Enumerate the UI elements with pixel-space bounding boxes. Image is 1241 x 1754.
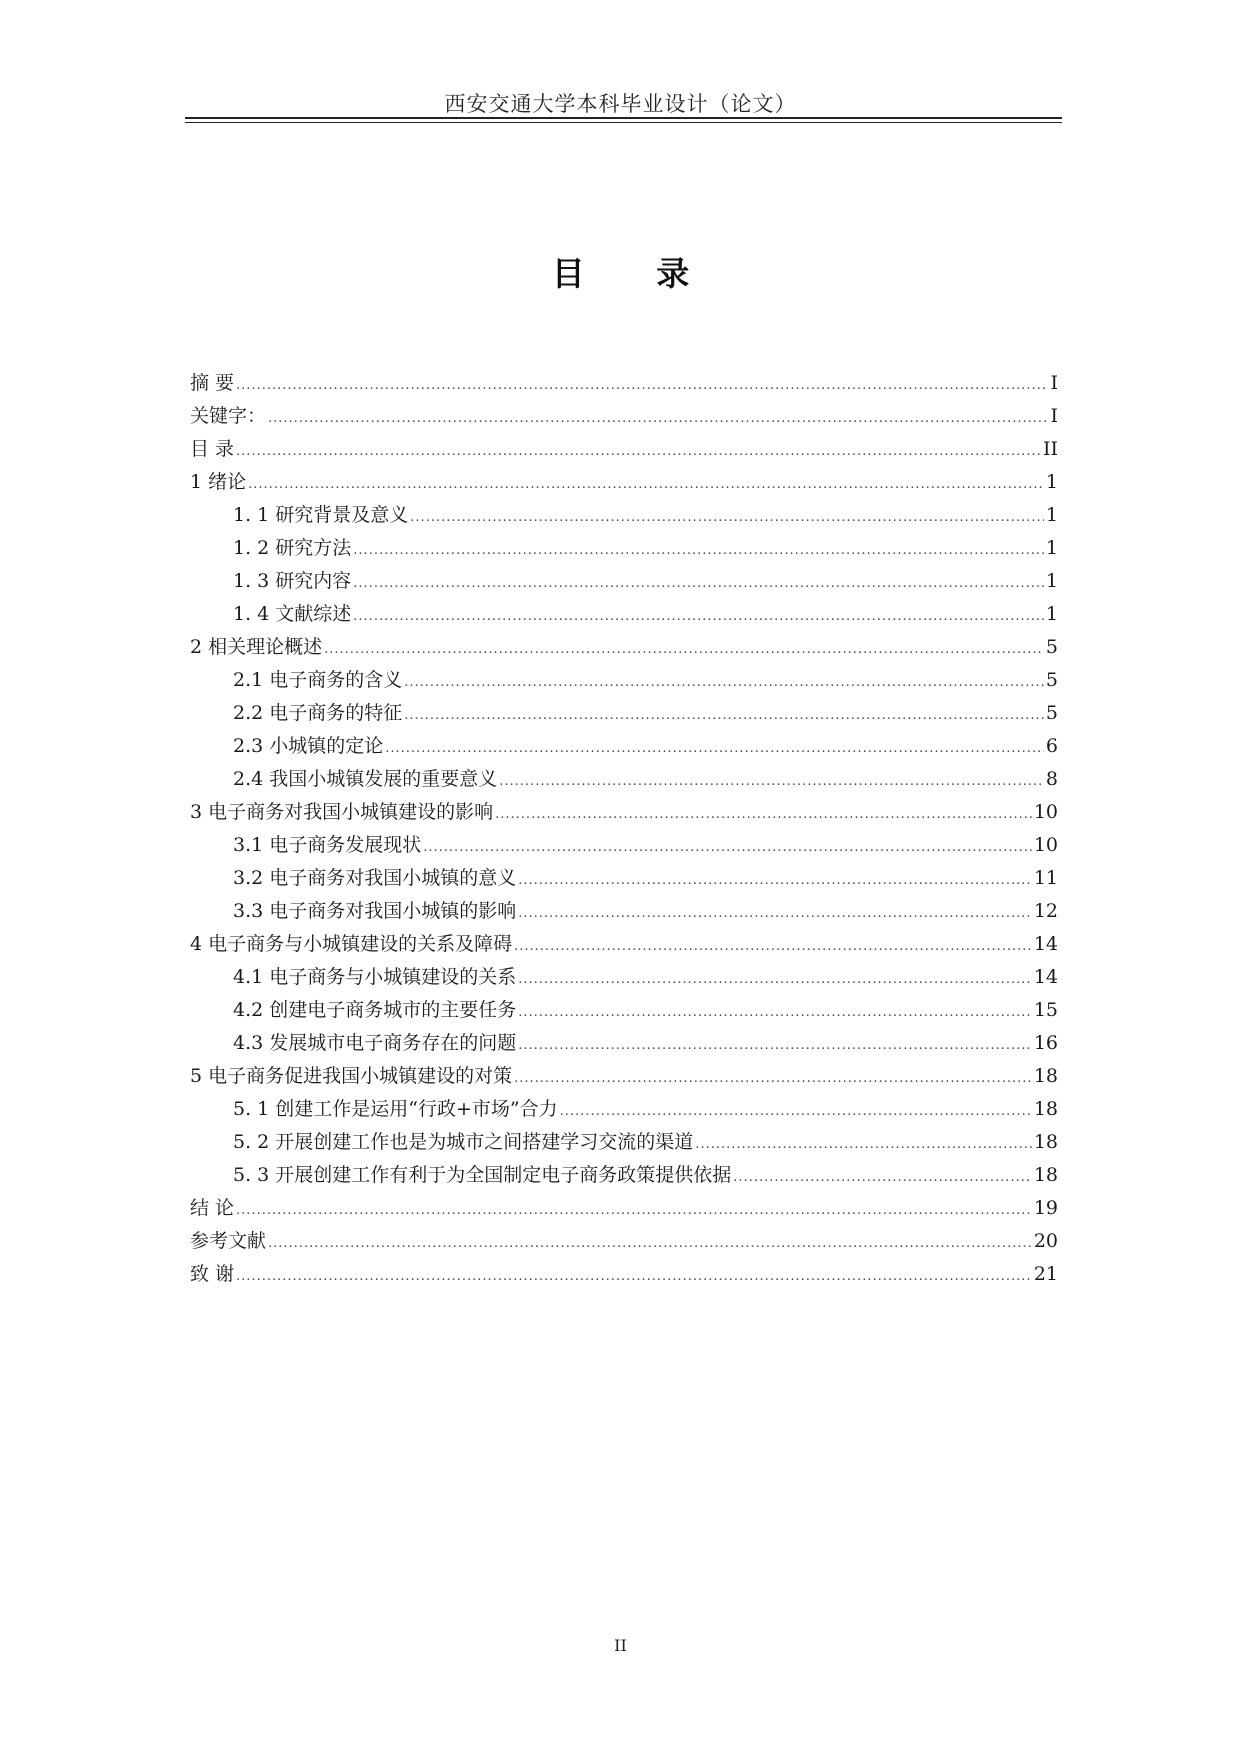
toc-entry-label: 5. 1 创建工作是运用“行政+市场”合力 bbox=[233, 1098, 558, 1120]
toc-entry-page: 5 bbox=[1045, 669, 1058, 691]
toc-entry-page: II bbox=[1042, 438, 1058, 460]
toc-entry bbox=[190, 400, 1058, 433]
toc-entry bbox=[190, 763, 1058, 796]
toc-entry bbox=[190, 1225, 1058, 1258]
toc-entry bbox=[190, 994, 1058, 1027]
toc-entry-page: 1 bbox=[1045, 537, 1058, 559]
toc-dot-leader bbox=[404, 699, 1044, 732]
toc-dot-leader bbox=[248, 468, 1044, 501]
toc-entry-page: 14 bbox=[1033, 933, 1058, 955]
toc-dot-leader bbox=[518, 864, 1032, 897]
toc-entry-label: 3.2 电子商务对我国小城镇的意义 bbox=[233, 867, 517, 889]
toc-entry-label: 摘 要 bbox=[190, 372, 235, 394]
toc-entry-page: 20 bbox=[1033, 1230, 1058, 1252]
toc-dot-leader bbox=[495, 798, 1032, 831]
toc-entry bbox=[190, 367, 1058, 400]
toc-dot-leader bbox=[385, 732, 1044, 765]
toc-dot-leader bbox=[236, 369, 1048, 402]
toc-dot-leader bbox=[236, 1194, 1032, 1227]
toc-entry bbox=[190, 895, 1058, 928]
toc-entry-label: 3.1 电子商务发展现状 bbox=[233, 834, 422, 856]
toc-dot-leader bbox=[499, 765, 1044, 798]
toc-dot-leader bbox=[518, 897, 1032, 930]
toc-entry-page: 15 bbox=[1033, 999, 1058, 1021]
toc-dot-leader bbox=[404, 666, 1044, 699]
toc-entry-page: 1 bbox=[1045, 471, 1058, 493]
toc-entry-label: 1. 3 研究内容 bbox=[233, 570, 352, 592]
toc-entry-page: 5 bbox=[1045, 636, 1058, 658]
toc-dot-leader bbox=[514, 930, 1032, 963]
toc-entry bbox=[190, 862, 1058, 895]
running-header-title: 西安交通大学本科毕业设计（论文） bbox=[444, 92, 797, 116]
toc-dot-leader bbox=[423, 831, 1032, 864]
toc-dot-leader bbox=[518, 963, 1032, 996]
toc-entry-label: 4.1 电子商务与小城镇建设的关系 bbox=[233, 966, 517, 988]
toc-entry bbox=[190, 532, 1058, 565]
toc-entry bbox=[190, 928, 1058, 961]
toc-entry-page: 10 bbox=[1033, 834, 1058, 856]
toc-entry-label: 1. 1 研究背景及意义 bbox=[233, 504, 409, 526]
toc-entry-label: 2.3 小城镇的定论 bbox=[233, 735, 384, 757]
toc-entry bbox=[190, 1159, 1058, 1192]
toc-dot-leader bbox=[236, 435, 1041, 468]
toc-entry-label: 关键字： bbox=[190, 405, 267, 427]
toc-entry bbox=[190, 1192, 1058, 1225]
toc-entry-label: 5. 2 开展创建工作也是为城市之间搭建学习交流的渠道 bbox=[233, 1131, 694, 1153]
toc-entry bbox=[190, 499, 1058, 532]
toc-dot-leader bbox=[268, 1227, 1032, 1260]
toc-entry-label: 1. 2 研究方法 bbox=[233, 537, 352, 559]
toc-entry bbox=[190, 1027, 1058, 1060]
toc-entry-page: 16 bbox=[1033, 1032, 1058, 1054]
toc-entry bbox=[190, 796, 1058, 829]
toc-entry-label: 2.2 电子商务的特征 bbox=[233, 702, 403, 724]
toc-dot-leader bbox=[353, 600, 1044, 633]
toc-entry bbox=[190, 565, 1058, 598]
toc-entry-page: 19 bbox=[1033, 1197, 1058, 1219]
header-rule-thin bbox=[185, 122, 1062, 123]
toc-entry-label: 3 电子商务对我国小城镇建设的影响 bbox=[190, 801, 494, 823]
toc-entry-page: 18 bbox=[1033, 1098, 1058, 1120]
toc-entry bbox=[190, 961, 1058, 994]
header-rule-thick bbox=[185, 117, 1062, 119]
toc-entry bbox=[190, 433, 1058, 466]
toc-entry bbox=[190, 697, 1058, 730]
toc-entry-page: I bbox=[1050, 405, 1058, 427]
toc-entry bbox=[190, 1126, 1058, 1159]
toc-entry-page: 18 bbox=[1033, 1065, 1058, 1087]
toc-entry bbox=[190, 664, 1058, 697]
toc-entry-label: 2.1 电子商务的含义 bbox=[233, 669, 403, 691]
toc-entry-label: 结 论 bbox=[190, 1197, 235, 1219]
toc-entry-label: 4.2 创建电子商务城市的主要任务 bbox=[233, 999, 517, 1021]
toc-entry-label: 参考文献 bbox=[190, 1230, 267, 1252]
toc-dot-leader bbox=[518, 1029, 1032, 1062]
toc-entry bbox=[190, 598, 1058, 631]
toc-entry-label: 5 电子商务促进我国小城镇建设的对策 bbox=[190, 1065, 513, 1087]
toc-dot-leader bbox=[324, 633, 1044, 666]
toc-entry-label: 1 绪论 bbox=[190, 471, 247, 493]
toc-dot-leader bbox=[236, 1260, 1032, 1293]
toc-entry-page: 14 bbox=[1033, 966, 1058, 988]
toc-entry-label: 1. 4 文献综述 bbox=[233, 603, 352, 625]
toc-dot-leader bbox=[518, 996, 1032, 1029]
toc-entry-page: 5 bbox=[1045, 702, 1058, 724]
toc-entry-page: 10 bbox=[1033, 801, 1058, 823]
toc-entry-page: 21 bbox=[1033, 1263, 1058, 1285]
toc-entry-label: 2 相关理论概述 bbox=[190, 636, 323, 658]
toc-dot-leader bbox=[410, 501, 1044, 534]
toc-entry bbox=[190, 1258, 1058, 1291]
toc-entry bbox=[190, 631, 1058, 664]
toc-entry-page: 11 bbox=[1033, 867, 1058, 889]
toc-entry-label: 2.4 我国小城镇发展的重要意义 bbox=[233, 768, 498, 790]
toc-dot-leader bbox=[353, 534, 1044, 567]
toc-entry-label: 4.3 发展城市电子商务存在的问题 bbox=[233, 1032, 517, 1054]
toc-entry-page: 18 bbox=[1033, 1164, 1058, 1186]
toc-entry bbox=[190, 1093, 1058, 1126]
toc-dot-leader bbox=[560, 1095, 1032, 1128]
toc-entry-label: 4 电子商务与小城镇建设的关系及障碍 bbox=[190, 933, 513, 955]
toc-entry-label: 致 谢 bbox=[190, 1263, 235, 1285]
toc-entry-page: 12 bbox=[1033, 900, 1058, 922]
page-number: II bbox=[614, 1636, 627, 1655]
toc-dot-leader bbox=[353, 567, 1044, 600]
toc-entry bbox=[190, 1060, 1058, 1093]
toc-entry-label: 5. 3 开展创建工作有利于为全国制定电子商务政策提供依据 bbox=[233, 1164, 732, 1186]
toc-dot-leader bbox=[514, 1062, 1032, 1095]
table-of-contents bbox=[190, 367, 1058, 1291]
toc-entry-page: 8 bbox=[1045, 768, 1058, 790]
toc-dot-leader bbox=[695, 1128, 1032, 1161]
toc-entry-page: 1 bbox=[1045, 504, 1058, 526]
toc-entry bbox=[190, 466, 1058, 499]
toc-entry-page: 18 bbox=[1033, 1131, 1058, 1153]
toc-entry bbox=[190, 829, 1058, 862]
toc-heading: 目 录 bbox=[551, 254, 720, 293]
toc-entry-label: 目 录 bbox=[190, 438, 235, 460]
toc-entry-page: 1 bbox=[1045, 603, 1058, 625]
toc-dot-leader bbox=[733, 1161, 1032, 1194]
toc-entry-page: 6 bbox=[1045, 735, 1058, 757]
toc-entry-page: I bbox=[1050, 372, 1058, 394]
toc-entry bbox=[190, 730, 1058, 763]
toc-dot-leader bbox=[268, 402, 1048, 435]
toc-entry-page: 1 bbox=[1045, 570, 1058, 592]
toc-entry-label: 3.3 电子商务对我国小城镇的影响 bbox=[233, 900, 517, 922]
